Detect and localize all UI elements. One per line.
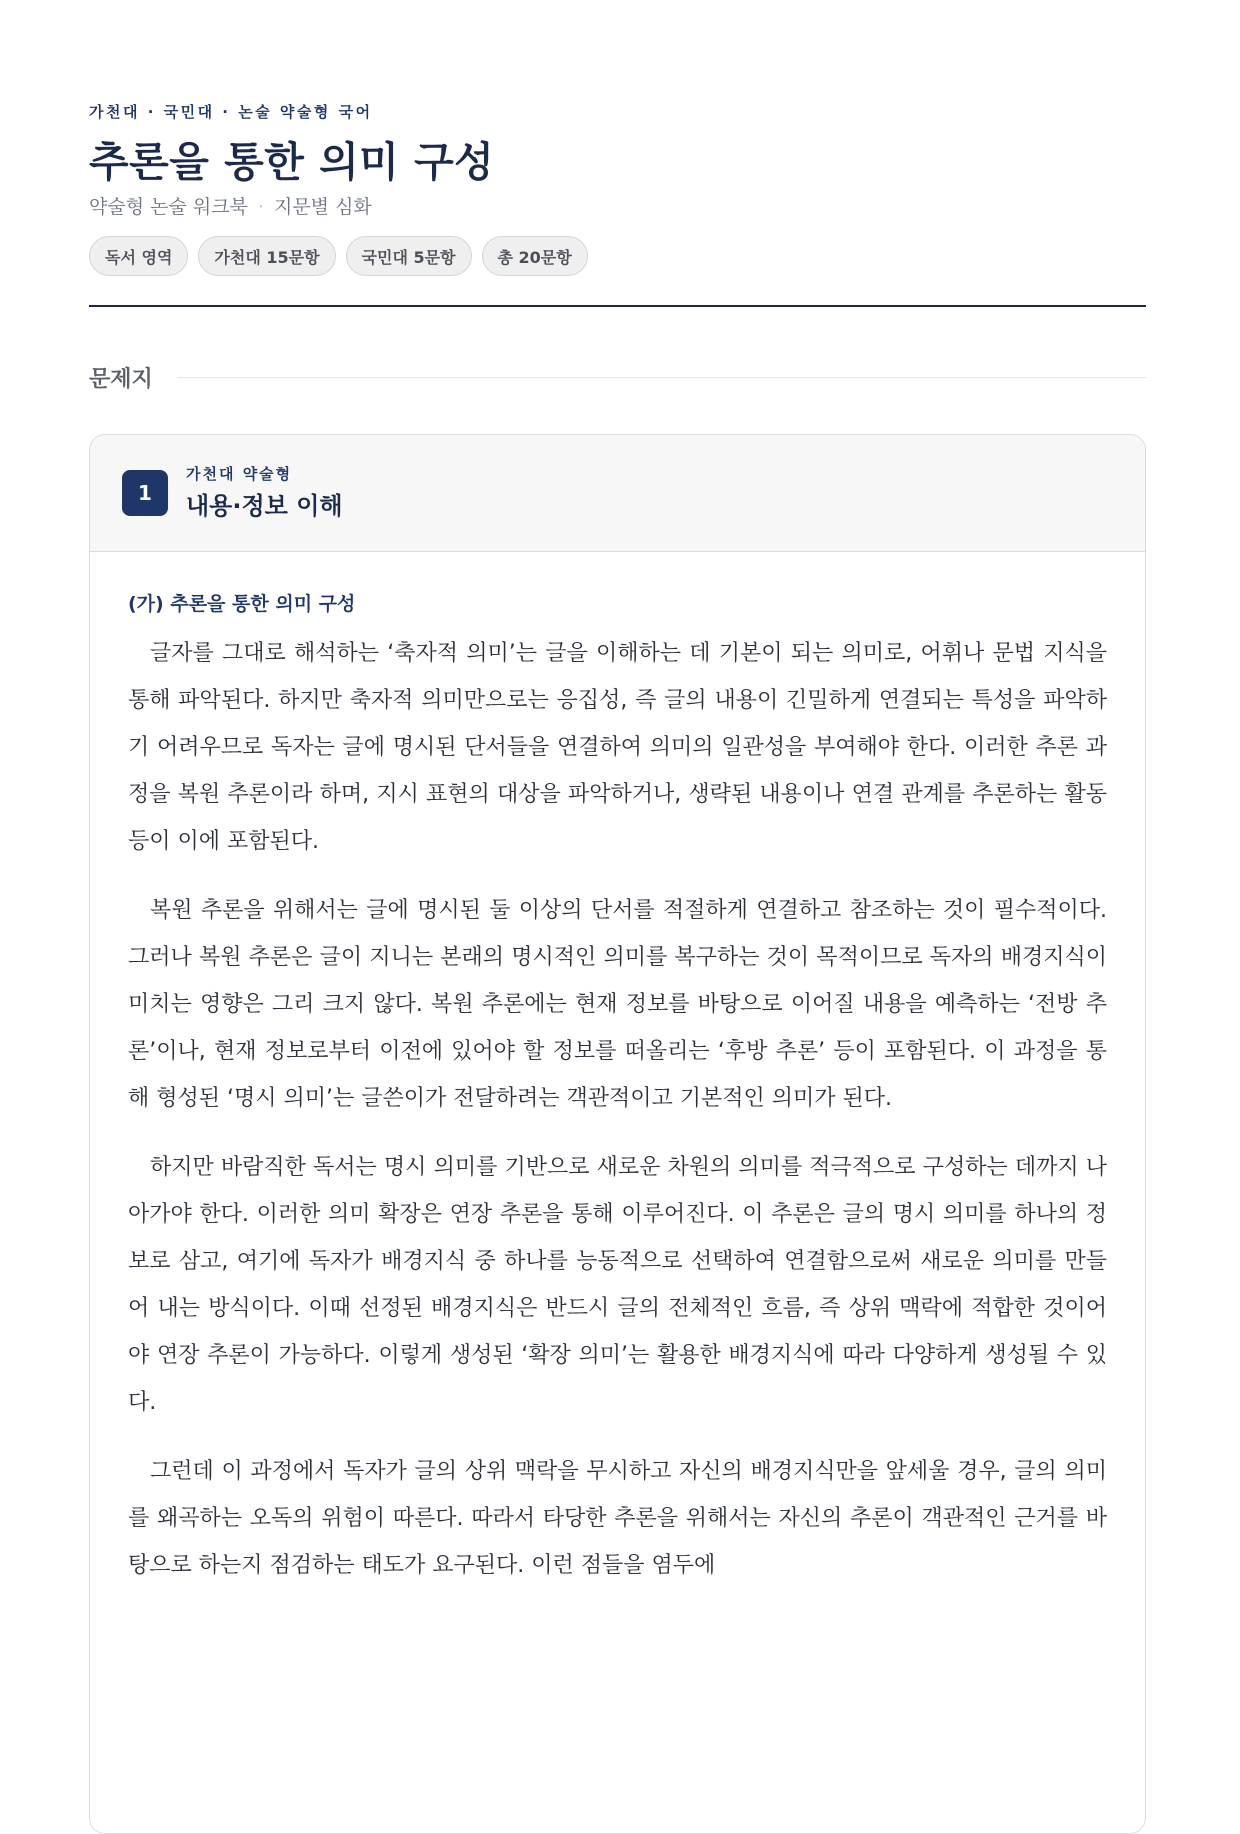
- question-type: 가천대 약술형: [186, 465, 293, 483]
- section-title: 문제지: [89, 367, 153, 392]
- question-card: [89, 434, 1146, 1834]
- question-topic: 내용·정보 이해: [186, 492, 343, 520]
- section-divider: [177, 377, 1146, 378]
- section-heading: [89, 362, 1146, 393]
- passage-paragraph: 하지만 바람직한 독서는 명시 의미를 기반으로 새로운 차원의 의미를 적극적으로 구성하는 데까지 나아가야 한다. 이러한 의미 확장은 연장 추론을 통해 이루어진다. 이 추론은 글의 명시 의미를 하나의 정보로 삼고, 여기에 독자가 배경지식 중 하나를 능동적으로 선택하여 연결함으로써 새로운 의미를 만들어 내는 방식이다. 이때 선정된 배경지식은 반드시 글의 전체적인 흐름, 즉 상위 맥락에 적합한 것이어야 연장 추론이 가능하다. 이렇게 생성된 ‘확장 의미’는 활용한 배경지식에 따라 다양하게 생성될 수 있다.: [128, 1155, 1107, 1415]
- page-title: 추론을 통한 의미 구성: [89, 138, 495, 186]
- subtitle-main: 약술형 논술 워크북: [89, 196, 248, 218]
- tag-gachon-count: 가천대 15문항: [198, 236, 335, 276]
- question-meta: [186, 463, 343, 523]
- course-eyebrow: 가천대 · 국민대 · 논술 약술형 국어: [89, 103, 373, 121]
- passage-paragraph: 글자를 그대로 해석하는 ‘축자적 의미’는 글을 이해하는 데 기본이 되는 의미로, 어휘나 문법 지식을 통해 파악된다. 하지만 축자적 의미만으로는 응집성, 즉 글의 내용이 긴밀하게 연결되는 특성을 파악하기 어려우므로 독자는 글에 명시된 단서들을 연결하여 의미의 일관성을 부여해야 한다. 이러한 추론 과정을 복원 추론이라 하며, 지시 표현의 대상을 파악하거나, 생략된 내용이나 연결 관계를 추론하는 활동 등이 이에 포함된다.: [128, 641, 1107, 854]
- passage-paragraph: 그런데 이 과정에서 독자가 글의 상위 맥락을 무시하고 자신의 배경지식만을 앞세울 경우, 글의 의미를 왜곡하는 오독의 위험이 따른다. 따라서 타당한 추론을 위해서는 자신의 추론이 객관적인 근거를 바탕으로 하는지 점검하는 태도가 요구된다. 이런 점들을 염두에: [128, 1459, 1107, 1578]
- tag-kookmin-count: 국민대 5문항: [346, 236, 472, 276]
- page-subtitle: [89, 194, 1146, 220]
- header-divider: [89, 305, 1146, 307]
- tag-list: [89, 236, 1146, 276]
- passage-paragraph: 복원 추론을 위해서는 글에 명시된 둘 이상의 단서를 적절하게 연결하고 참조하는 것이 필수적이다. 그러나 복원 추론은 글이 지니는 본래의 명시적인 의미를 복구하는 것이 목적이므로 독자의 배경지식이 미치는 영향은 그리 크지 않다. 복원 추론에는 현재 정보를 바탕으로 이어질 내용을 예측하는 ‘전방 추론’이나, 현재 정보로부터 이전에 있어야 할 정보를 떠올리는 ‘후방 추론’ 등이 포함된다. 이 과정을 통해 형성된 ‘명시 의미’는 글쓴이가 전달하려는 객관적이고 기본적인 의미가 된다.: [128, 898, 1107, 1111]
- tag-area: 독서 영역: [89, 236, 188, 276]
- question-number-badge: 1: [122, 470, 168, 516]
- subtitle-sub: 지문별 심화: [273, 196, 372, 218]
- subtitle-separator: ·: [257, 196, 264, 218]
- passage-title: (가) 추론을 통한 의미 구성: [128, 593, 356, 615]
- question-header: [90, 435, 1145, 552]
- tag-total-count: 총 20문항: [482, 236, 588, 276]
- passage: [90, 552, 1145, 1589]
- page-header: [89, 100, 1146, 276]
